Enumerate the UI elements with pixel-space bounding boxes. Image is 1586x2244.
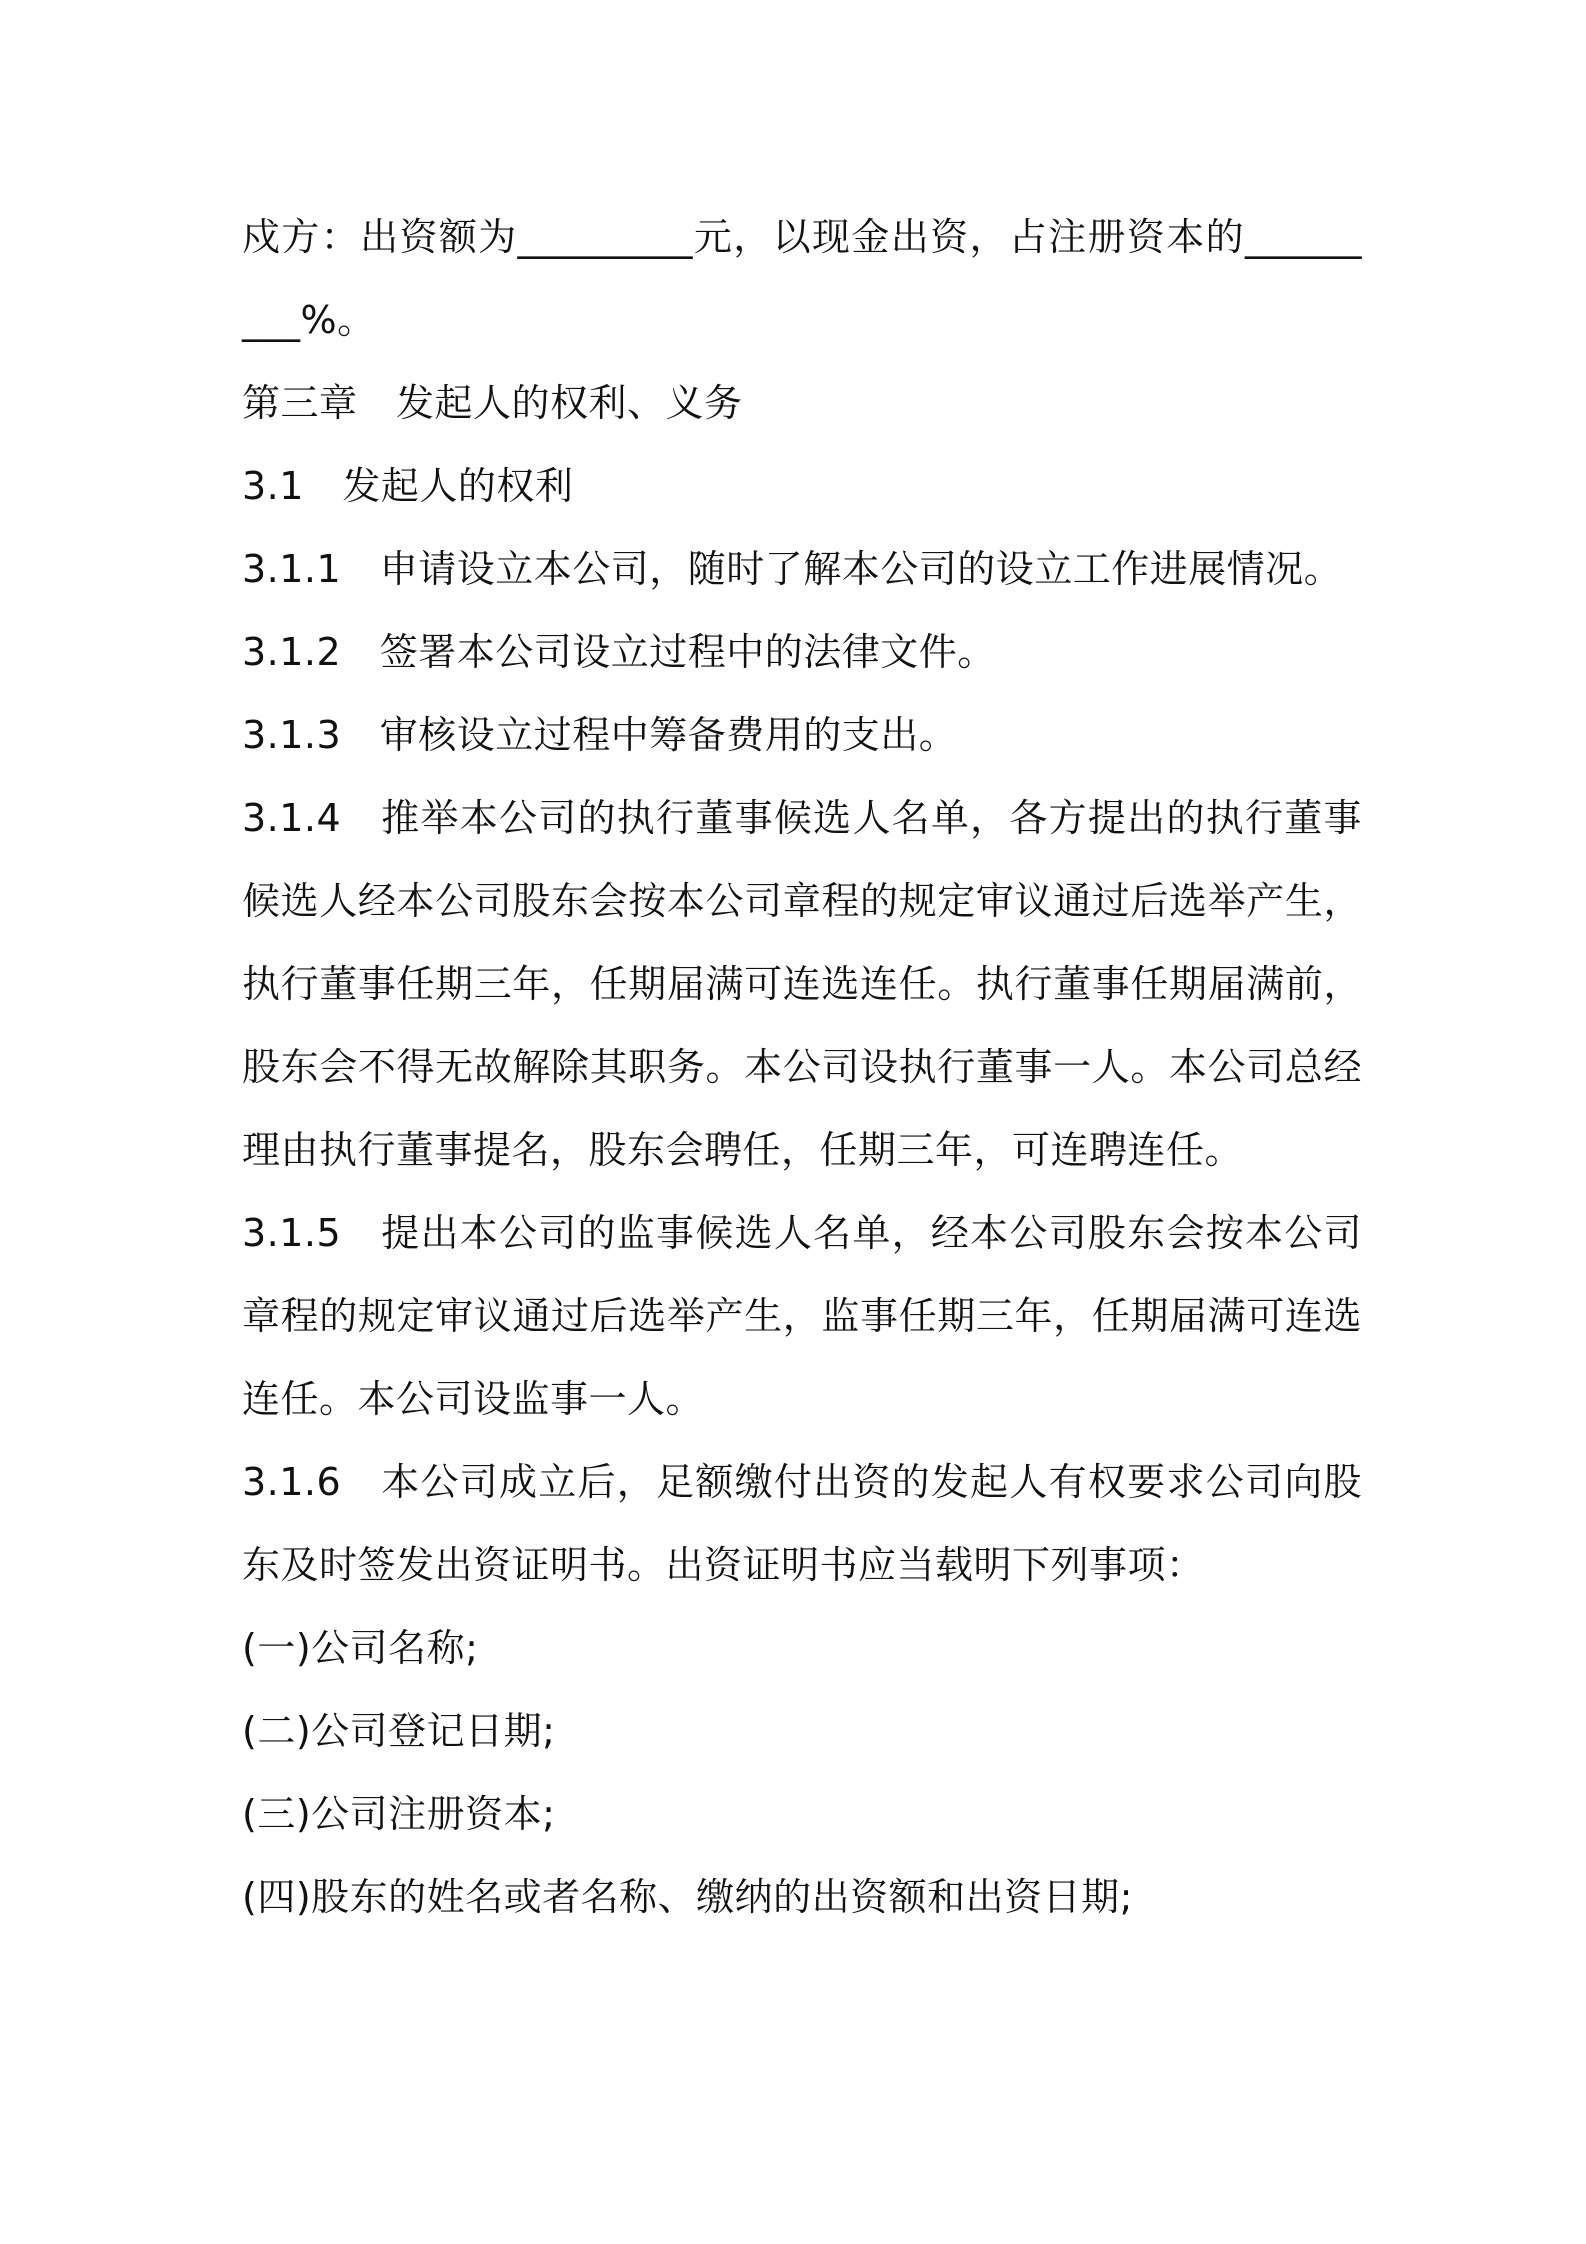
chapter-three-heading: 第三章 发起人的权利、义务 — [242, 381, 743, 425]
list-item-2: (二)公司登记日期; — [242, 1709, 556, 1753]
list-item-4: (四)股东的姓名或者名称、缴纳的出资额和出资日期; — [242, 1875, 1133, 1919]
clause-3-1-6: 3.1.6 本公司成立后，足额缴付出资的发起人有权要求公司向股东及时签发出资证明书。出资证明书应当载明下列事项： — [242, 1460, 1362, 1587]
paragraph-wu-contribution: 戍方：出资额为_________元，以现金出资，占注册资本的_________%。 — [242, 215, 1362, 342]
list-item-1: (一)公司名称; — [242, 1626, 479, 1670]
clause-3-1-5: 3.1.5 提出本公司的监事候选人名单，经本公司股东会按本公司章程的规定审议通过后选举产生，监事任期三年，任期届满可连选连任。本公司设监事一人。 — [242, 1211, 1362, 1421]
clause-3-1-3: 3.1.3 审核设立过程中筹备费用的支出。 — [242, 713, 958, 757]
list-item-3: (三)公司注册资本; — [242, 1792, 556, 1836]
clause-3-1-4: 3.1.4 推举本公司的执行董事候选人名单，各方提出的执行董事候选人经本公司股东会按本公司章程的规定审议通过后选举产生，执行董事任期三年，任期届满可连选连任。执行董事任期届满前，股东会不得无故解除其职务。本公司设执行董事一人。本公司总经理由执行董事提名，股东会聘任，任期三年，可连聘连任。 — [242, 796, 1362, 1172]
section-3-1-heading: 3.1 发起人的权利 — [242, 464, 574, 508]
document-body — [242, 196, 1362, 1939]
clause-3-1-1: 3.1.1 申请设立本公司，随时了解本公司的设立工作进展情况。 — [242, 547, 1343, 591]
clause-3-1-2: 3.1.2 签署本公司设立过程中的法律文件。 — [242, 630, 996, 674]
